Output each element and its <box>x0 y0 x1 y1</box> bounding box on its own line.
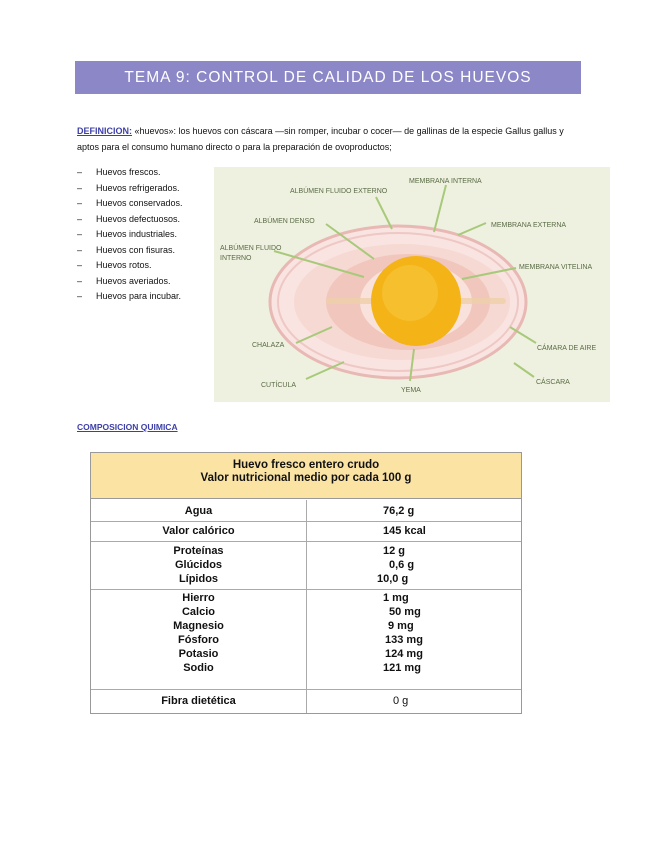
nutrient-value: 50 mg <box>389 606 421 618</box>
nutrient-name: Agua <box>184 505 213 517</box>
list-item <box>77 243 183 259</box>
list-item <box>77 274 183 290</box>
nutrient-value: 121 mg <box>383 662 421 674</box>
nutrient-name: Fibra dietética <box>161 695 236 707</box>
label-albumen-fluido-interno-1: ALBÚMEN FLUIDO <box>220 245 282 252</box>
list-item-text: Huevos rotos. <box>96 260 152 270</box>
nutrient-name: Sodio <box>183 662 214 674</box>
label-albumen-denso: ALBÚMEN DENSO <box>254 218 315 225</box>
label-chalaza: CHALAZA <box>252 342 285 349</box>
definition-paragraph <box>77 123 587 155</box>
list-item-text: Huevos averiados. <box>96 275 171 286</box>
list-item <box>77 289 183 305</box>
page-title-banner <box>75 61 581 94</box>
list-item-text: Huevos frescos. <box>96 167 161 177</box>
composition-section-title: COMPOSICION QUIMICA <box>77 422 178 432</box>
label-albumen-fluido-interno-2: INTERNO <box>220 255 252 262</box>
nutrition-table <box>90 452 522 714</box>
list-bullet: – <box>77 229 83 239</box>
label-camara-de-aire: CÁMARA DE AIRE <box>537 345 597 352</box>
nutrient-name: Valor calórico <box>162 525 235 537</box>
nutrient-name: Proteínas <box>173 545 224 557</box>
nutrient-value: 12 g <box>383 545 406 557</box>
list-item-text: Huevos defectuosos. <box>96 213 181 224</box>
nutrient-value: 145 kcal <box>383 525 426 537</box>
label-cuticula: CUTÍCULA <box>261 382 297 389</box>
egg-anatomy-diagram <box>214 167 610 402</box>
list-item-text: Huevos para incubar. <box>96 291 182 301</box>
list-item-text: Huevos conservados. <box>96 198 183 208</box>
nutrient-name: Hierro <box>182 592 215 604</box>
nutrient-name: Lípidos <box>178 573 219 585</box>
list-bullet: – <box>77 260 83 270</box>
column-divider <box>306 500 307 713</box>
nutrient-value: 133 mg <box>385 634 423 646</box>
row-divider <box>91 541 521 542</box>
list-item-text: Huevos refrigerados. <box>96 182 180 193</box>
nutrient-name: Fósforo <box>178 634 219 646</box>
nutrient-name: Glúcidos <box>174 559 223 571</box>
row-divider <box>91 689 521 690</box>
nutrient-value: 0 g <box>393 695 409 707</box>
label-yema: YEMA <box>401 387 421 394</box>
list-item <box>77 227 183 243</box>
nutrition-table-header <box>91 453 521 499</box>
nutrition-table-title: Huevo fresco entero crudo <box>232 459 380 471</box>
list-bullet: – <box>77 291 83 301</box>
list-item <box>77 196 183 212</box>
nutrient-value: 1 mg <box>383 592 409 604</box>
nutrient-value: 9 mg <box>388 620 414 632</box>
list-item <box>77 165 183 181</box>
list-bullet: – <box>77 198 83 208</box>
list-item <box>77 181 183 197</box>
list-bullet: – <box>77 275 83 286</box>
nutrient-name: Potasio <box>178 648 219 660</box>
label-cascara: CÁSCARA <box>536 379 570 386</box>
list-item <box>77 212 183 228</box>
nutrient-name: Calcio <box>181 606 215 618</box>
label-membrana-interna: MEMBRANA INTERNA <box>409 178 482 185</box>
nutrient-value: 0,6 g <box>389 559 415 571</box>
list-bullet: – <box>77 213 83 224</box>
nutrient-value: 10,0 g <box>377 573 409 585</box>
page-title: TEMA 9: CONTROL DE CALIDAD DE LOS HUEVOS <box>124 69 532 86</box>
nutrient-name: Magnesio <box>173 620 224 632</box>
label-albumen-fluido-externo: ALBÚMEN FLUIDO EXTERNO <box>290 188 388 195</box>
list-bullet: – <box>77 244 83 255</box>
nutrient-value: 124 mg <box>385 648 423 660</box>
yolk-highlight <box>382 265 438 321</box>
list-bullet: – <box>77 167 83 177</box>
definition-label: DEFINICION: <box>77 126 132 136</box>
list-item <box>77 258 183 274</box>
row-divider <box>91 521 521 522</box>
label-membrana-externa: MEMBRANA EXTERNA <box>491 222 567 229</box>
label-membrana-vitelina: MEMBRANA VITELINA <box>519 264 593 271</box>
definition-text: «huevos»: los huevos con cáscara —sin romper, incubar o cocer— de gallinas de la especie Gallus gallus y aptos para el consumo humano directo o para la preparación de ovoproductos; <box>77 126 564 152</box>
list-bullet: – <box>77 182 83 193</box>
nutrition-table-subtitle: Valor nutricional medio por cada 100 g <box>200 472 412 484</box>
egg-types-list <box>77 165 183 305</box>
list-item-text: Huevos industriales. <box>96 229 178 239</box>
list-item-text: Huevos con fisuras. <box>96 244 176 255</box>
row-divider <box>91 589 521 590</box>
nutrient-value: 76,2 g <box>383 505 415 517</box>
